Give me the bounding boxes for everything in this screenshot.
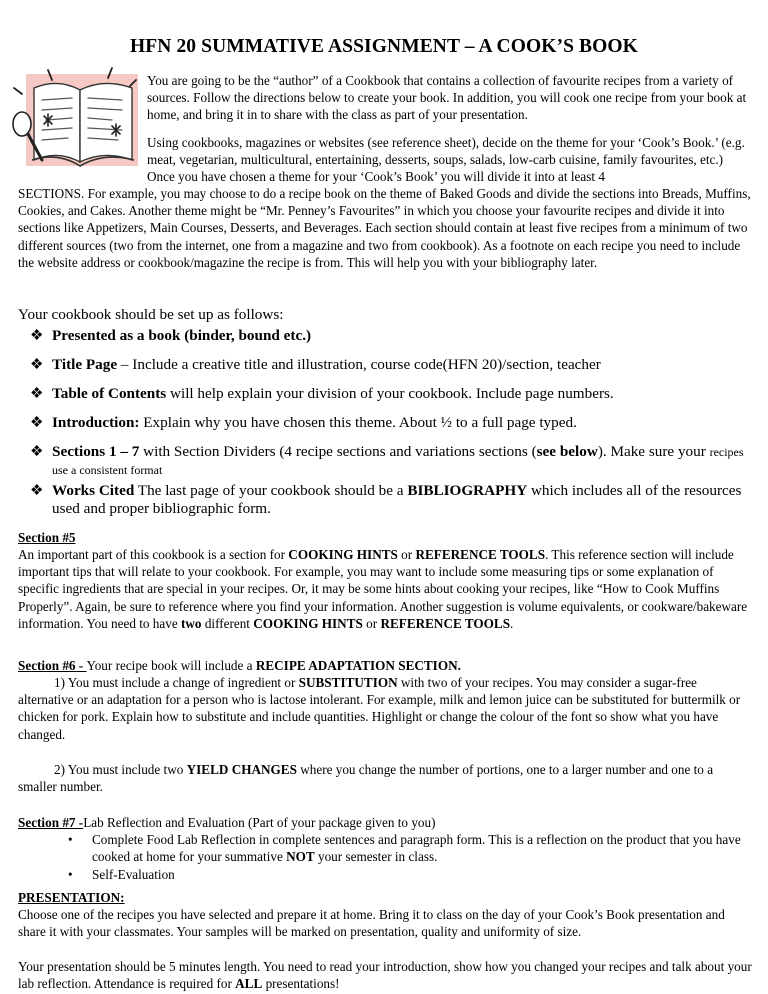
item-bold: Introduction: — [52, 414, 140, 431]
list-item: • Self-Evaluation — [68, 867, 175, 882]
item-bold: Works Cited — [52, 482, 135, 499]
diamond-bullet-icon: ❖ — [30, 356, 44, 373]
item-text: Explain why you have chosen this theme. About ½ to a full page typed. — [139, 414, 577, 431]
presentation-paragraph-1: Choose one of the recipes you have selected and prepare it at home. Bring it to class on the day of your Cook’s Book presentation and share it with your classmates. Your samples will be marked on presentation, quality and uniformity of size. — [18, 907, 725, 940]
item-bold: Sections 1 – 7 — [52, 443, 140, 460]
diamond-bullet-icon: ❖ — [30, 327, 44, 344]
diamond-bullet-icon: ❖ — [30, 414, 44, 431]
list-item: • Complete Food Lab Reflection in complete sentences and paragraph form. This is a reflection on the product that you have cooked at home for your summative NOT your semester in class. — [68, 832, 741, 865]
diamond-bullet-icon: ❖ — [30, 443, 44, 460]
open-cookbook-with-spoon-illustration — [8, 66, 143, 174]
intro-paragraph-1: You are going to be the “author” of a Cookbook that contains a collection of favourite recipes from a variety of sources. Follow the directions below to create your book. In addition, you will cook one recipe from your book at home, and bring it in to share with the class as part of your presentation. — [147, 73, 747, 123]
section-7-heading: Section #7 -Lab Reflection and Evaluation (Part of your package given to you) — [18, 815, 436, 830]
item-bold-2: see below — [536, 443, 598, 460]
item-text: will help explain your division of your cookbook. Include page numbers. — [166, 385, 614, 402]
list-item — [30, 385, 745, 403]
intro-paragraph-3: SECTIONS. For example, you may choose to do a recipe book on the theme of Baked Goods and divide the sections into Breads, Muffins, Cookies, and Cakes. Another theme might be “Mr. Penney’s Favourites” in which you choose your favourite recipes and divide it into sections like Appetizers, Main Courses, Desserts, and Beverages. Each section should contain at least five recipes from a minimum of two different sources (two from the internet, one from a magazine and two from cookbook). As a footnote on each recipe you need to include the website address or cookbook/magazine the recipe is from. This will help you with your bibliography later. — [18, 186, 751, 270]
section-6-heading: Section #6 - Your recipe book will include a RECIPE ADAPTATION SECTION. — [18, 658, 461, 673]
diamond-bullet-icon: ❖ — [30, 482, 44, 499]
document-title: HFN 20 SUMMATIVE ASSIGNMENT – A COOK’S BOOK — [130, 36, 638, 57]
bullet-dot-icon: • — [68, 832, 73, 847]
item-text-2: ). Make sure your — [597, 443, 710, 460]
setup-heading: Your cookbook should be set up as follows: — [18, 306, 284, 323]
list-item — [30, 356, 745, 374]
section-6-paragraph-1: 1) You must include a change of ingredient or SUBSTITUTION with two of your recipes. You may consider a sugar-free alternative or an adaptation for a person who is lactose intolerant. For example, milk and lemon juice can be substituted for buttermilk or chicken for pork. Explain how to substitute and include quantities. Highlight or change the colour of the font so show what you have changed. — [18, 675, 741, 742]
item-bold-2: BIBLIOGRAPHY — [407, 482, 528, 499]
item-bold: Presented as a book (binder, bound etc.) — [52, 327, 312, 344]
section-6-paragraph-2: 2) You must include two YIELD CHANGES where you change the number of portions, one to a larger number and one to a smaller number. — [18, 762, 714, 795]
presentation-heading: PRESENTATION: — [18, 890, 125, 905]
item-text: with Section Dividers (4 recipe sections and variations sections ( — [139, 443, 537, 460]
item-text-2: which includes all of the resources used and proper bibliographic form. — [52, 482, 742, 517]
item-small-text: recipes use a consistent format — [52, 445, 744, 477]
list-item — [30, 414, 745, 432]
list-item — [30, 443, 745, 479]
presentation-paragraph-2: Your presentation should be 5 minutes length. You need to read your introduction, show how you changed your recipes and talk about your lab reflection. Attendance is required for ALL presentations! — [18, 959, 752, 992]
item-text: – Include a creative title and illustration, course code(HFN 20)/section, teacher — [117, 356, 601, 373]
list-item — [30, 482, 745, 518]
intro-paragraph-2: Using cookbooks, magazines or websites (see reference sheet), decide on the theme for your ‘Cook’s Book.’ (e.g. meat, vegetarian, multicultural, entertaining, desserts, soups, salads, low-carb cuisine, family favourites, etc.) Once you have chosen a theme for your ‘Cook’s Book’ you will divide it into at least 4 — [147, 135, 745, 185]
item-bold: Table of Contents — [52, 385, 167, 402]
section-5-body: An important part of this cookbook is a section for COOKING HINTS or REFERENCE TOOLS. This reference section will include important tips that will relate to your cookbook. For example, you may want to include some measuring tips or some explanation of specific ingredients that are special in your recipes. Or, it may be some hints about cooking your recipes, like “How to Cook Muffins Properly”. Again, be sure to reference where you find your information. Another suggestion is volume equivalents, or cookware/bakeware information. You need to have two different COOKING HINTS or REFERENCE TOOLS. — [18, 547, 748, 631]
bullet-dot-icon: • — [68, 867, 73, 882]
item-bold: Title Page — [52, 356, 118, 373]
list-item — [30, 327, 745, 345]
diamond-bullet-icon: ❖ — [30, 385, 44, 402]
section-5-heading: Section #5 — [18, 530, 76, 545]
item-text: The last page of your cookbook should be a — [134, 482, 408, 499]
